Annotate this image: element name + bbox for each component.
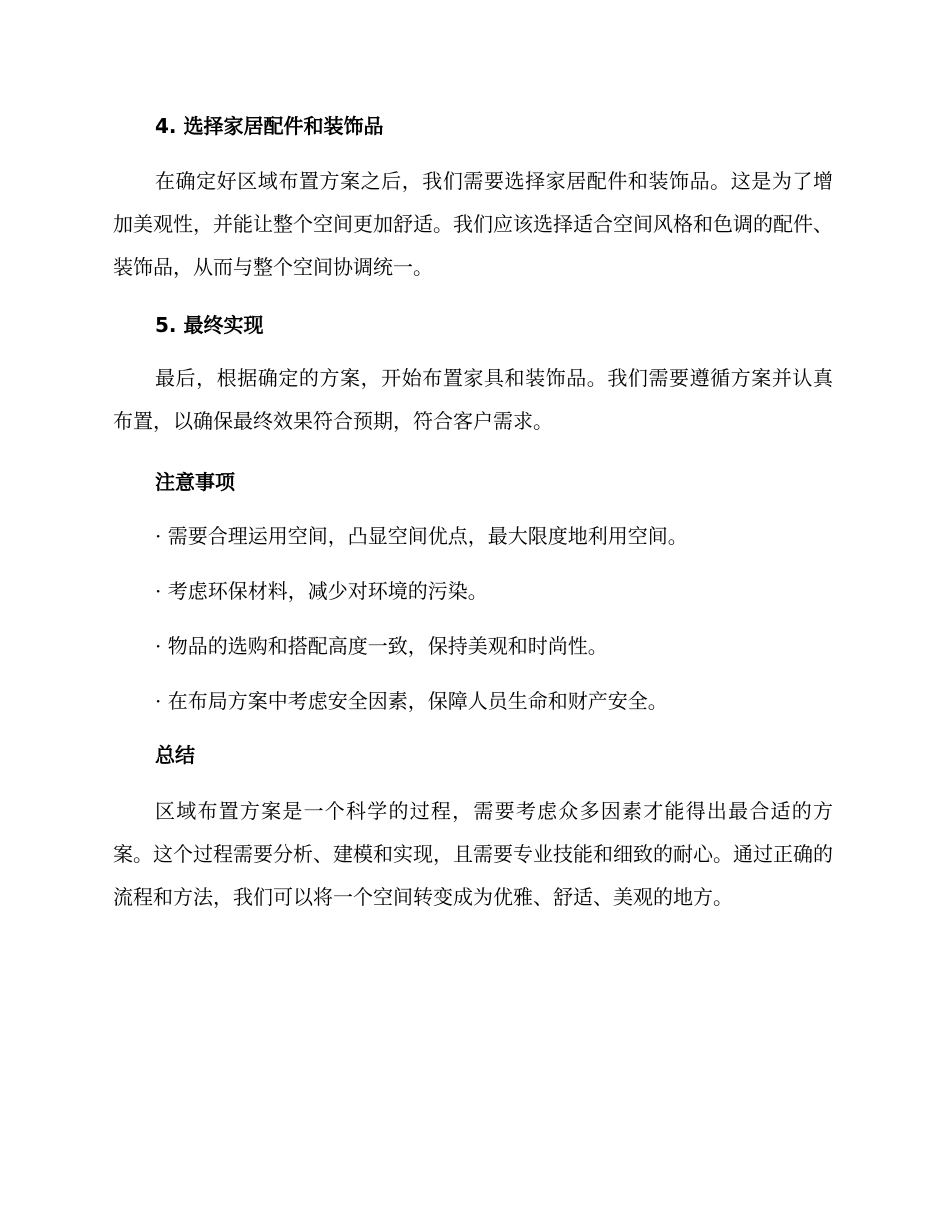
- notes-heading: 注意事项: [155, 470, 235, 494]
- section-5-paragraph: 最后，根据确定的方案，开始布置家具和装饰品。我们需要遵循方案并认真布置，以确保最终效果符合预期，符合客户需求。: [113, 366, 833, 433]
- notes-item-1: · 需要合理运用空间，凸显空间优点，最大限度地利用空间。: [155, 524, 688, 548]
- notes-item-4: · 在布局方案中考虑安全因素，保障人员生命和财产安全。: [155, 689, 668, 713]
- section-4-heading: 4. 选择家居配件和装饰品: [155, 114, 384, 138]
- section-5-heading: 5. 最终实现: [155, 313, 264, 337]
- section-4-paragraph: 在确定好区域布置方案之后，我们需要选择家居配件和装饰品。这是为了增加美观性，并能让整个空间更加舒适。我们应该选择适合空间风格和色调的配件、装饰品，从而与整个空间协调统一。: [113, 169, 833, 279]
- notes-item-3: · 物品的选购和搭配高度一致，保持美观和时尚性。: [155, 634, 608, 658]
- summary-heading: 总结: [155, 743, 195, 767]
- notes-item-2: · 考虑环保材料，减少对环境的污染。: [155, 579, 488, 603]
- summary-paragraph: 区域布置方案是一个科学的过程，需要考虑众多因素才能得出最合适的方案。这个过程需要分析、建模和实现，且需要专业技能和细致的耐心。通过正确的流程和方法，我们可以将一个空间转变成为优雅、舒适、美观的地方。: [113, 799, 833, 909]
- document-body: [113, 111, 833, 919]
